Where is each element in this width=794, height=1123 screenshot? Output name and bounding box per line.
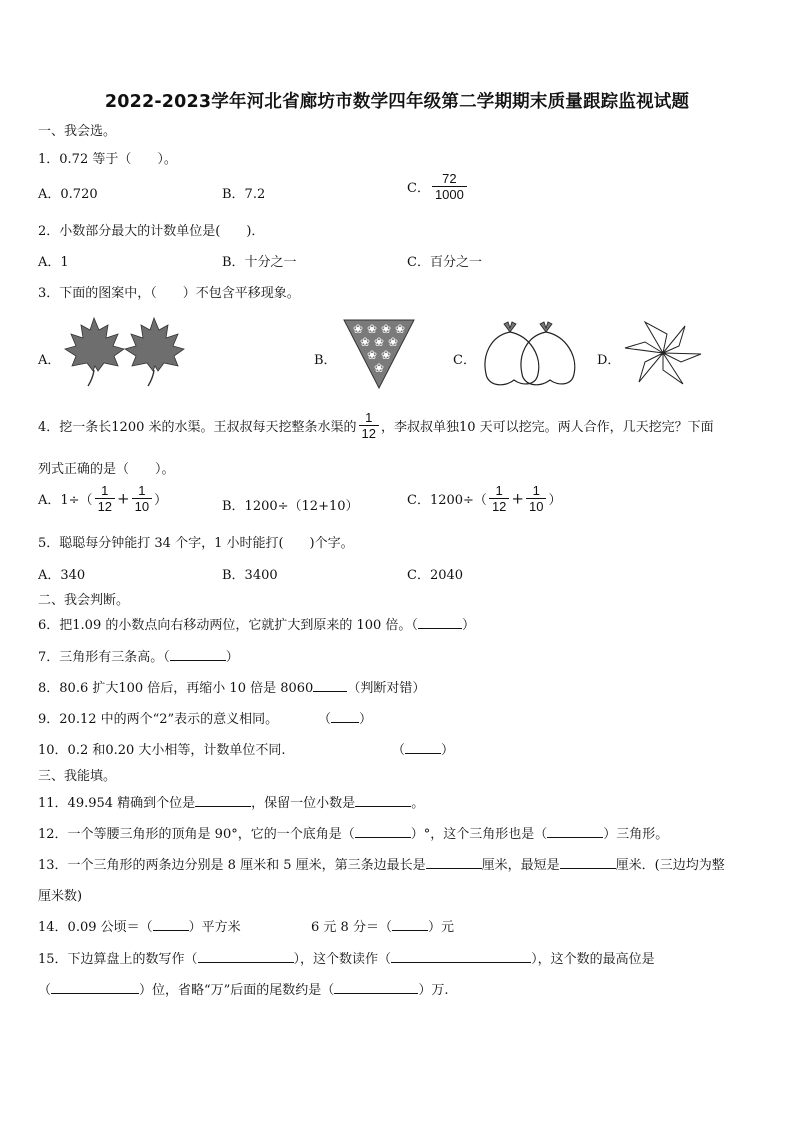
q6-close: ） xyxy=(461,618,475,633)
svg-text:❀: ❀ xyxy=(366,348,378,362)
fraction: $\frac{1}{10}$ xyxy=(526,483,546,514)
question-4-line2: 列式正确的是（ ）。 xyxy=(38,462,175,477)
q4-option-a[interactable] xyxy=(38,483,167,514)
q5-option-b[interactable]: B．3400 xyxy=(222,568,278,583)
q4-a-post: ） xyxy=(154,493,168,508)
q9-answer xyxy=(318,708,372,727)
question-15-line2 xyxy=(38,979,448,998)
fraction: $\frac{1}{12}$ xyxy=(359,410,379,441)
q10-open: （ xyxy=(392,743,406,758)
q11-text-2: ，保留一位小数是 xyxy=(251,796,356,811)
question-2: 2．小数部分最大的计数单位是( )． xyxy=(38,224,265,239)
q15-open: （ xyxy=(38,983,52,998)
q3-option-a[interactable]: A． xyxy=(38,353,61,368)
question-10: 10．0.2 和0.20 大小相等，计数单位不同. xyxy=(38,743,286,758)
svg-text:❀: ❀ xyxy=(373,361,385,375)
fraction: $\frac{1}{12}$ xyxy=(95,483,115,514)
question-3: 3．下面的图案中，（ ）不包含平移现象。 xyxy=(38,286,300,301)
question-13 xyxy=(38,854,725,873)
q2-option-b[interactable]: B．十分之一 xyxy=(222,255,297,270)
q12-text-3: ）三角形。 xyxy=(603,827,669,842)
question-15 xyxy=(38,948,655,967)
q1-option-b[interactable]: B．7.2 xyxy=(222,187,266,202)
q4-option-b[interactable]: B．1200÷（12+10） xyxy=(222,499,359,514)
question-14 xyxy=(38,916,241,935)
triangle-flowers-figure xyxy=(342,318,416,390)
q14-text-4: ）元 xyxy=(427,920,454,935)
q2-option-a[interactable]: A．1 xyxy=(38,255,69,270)
question-12 xyxy=(38,823,668,842)
answer-blank[interactable] xyxy=(355,794,411,807)
answer-blank[interactable] xyxy=(560,856,616,869)
question-7 xyxy=(38,646,239,665)
q8-note: （判断对错） xyxy=(347,681,426,696)
answer-blank[interactable] xyxy=(331,710,359,723)
q1-option-c[interactable] xyxy=(407,171,469,202)
q11-text-1: 11．49.954 精确到个位是 xyxy=(38,796,196,811)
q12-text-2: ）°，这个三角形也是（ xyxy=(410,827,548,842)
q10-answer xyxy=(392,739,454,758)
q3-option-b[interactable]: B． xyxy=(314,353,337,368)
q1-option-c-label: C． xyxy=(407,181,430,196)
answer-blank[interactable] xyxy=(426,856,482,869)
q4-stem-part2: ，李叔叔单独10 天可以挖完。两人合作，几天挖完？下面 xyxy=(380,420,714,435)
answer-blank[interactable] xyxy=(51,981,139,994)
answer-blank[interactable] xyxy=(392,918,428,931)
svg-text:❀: ❀ xyxy=(387,335,399,349)
svg-text:❀: ❀ xyxy=(380,348,392,362)
fraction: $\frac{1}{10}$ xyxy=(132,483,152,514)
svg-text:❀: ❀ xyxy=(380,322,392,336)
answer-blank[interactable] xyxy=(313,679,347,692)
svg-text:❀: ❀ xyxy=(366,322,378,336)
q15-text-5: ）万. xyxy=(418,983,449,998)
q7-close: ） xyxy=(225,650,239,665)
answer-blank[interactable] xyxy=(334,981,418,994)
q4-option-c[interactable] xyxy=(407,483,561,514)
svg-text:❀: ❀ xyxy=(394,322,406,336)
section-heading-3: 三、我能填。 xyxy=(38,769,117,784)
question-5: 5．聪聪每分钟能打 34 个字，1 小时能打( )个字。 xyxy=(38,536,354,551)
q13-text-3: 厘米．(三边均为整 xyxy=(615,858,725,873)
q4-stem-part1: 4．挖一条长1200 米的水渠。王叔叔每天挖整条水渠的 xyxy=(38,420,357,435)
q9-close: ） xyxy=(359,712,373,727)
q8-text: 8．80.6 扩大100 倍后，再缩小 10 倍是 8060 xyxy=(38,681,314,696)
q5-option-c[interactable]: C．2040 xyxy=(407,568,464,583)
question-1: 1．0.72 等于（ ）。 xyxy=(38,152,177,167)
hearts-figure xyxy=(480,316,580,392)
q9-open: （ xyxy=(318,712,332,727)
answer-blank[interactable] xyxy=(195,794,251,807)
q5-option-a[interactable]: A．340 xyxy=(38,568,86,583)
question-4 xyxy=(38,410,714,441)
svg-text:❀: ❀ xyxy=(359,335,371,349)
question-8 xyxy=(38,677,425,696)
q4-c-pre: C．1200÷（ xyxy=(407,493,487,508)
q13-text-1: 13．一个三角形的两条边分别是 8 厘米和 5 厘米，第三条边最长是 xyxy=(38,858,426,873)
q14-text-2: ）平方米 xyxy=(188,920,241,935)
q15-text-1: 15．下边算盘上的数写作（ xyxy=(38,952,198,967)
answer-blank[interactable] xyxy=(198,950,294,963)
q4-c-post: ） xyxy=(548,493,562,508)
answer-blank[interactable] xyxy=(405,741,441,754)
q4-a-pre: A．1÷（ xyxy=(38,493,93,508)
q15-text-4: ）位，省略“万”后面的尾数约是（ xyxy=(139,983,335,998)
answer-blank[interactable] xyxy=(170,648,226,661)
q13-text-2: 厘米，最短是 xyxy=(481,858,560,873)
q3-option-c[interactable]: C． xyxy=(453,353,476,368)
q1-option-a[interactable]: A．0.720 xyxy=(38,187,98,202)
q7-text: 7．三角形有三条高。（ xyxy=(38,650,170,665)
q14-text-1: 14．0.09 公顷＝（ xyxy=(38,920,153,935)
answer-blank[interactable] xyxy=(547,825,603,838)
question-11 xyxy=(38,792,424,811)
fraction: $\frac{1}{12}$ xyxy=(489,483,509,514)
section-heading-1: 一、我会选。 xyxy=(38,124,117,139)
q15-text-3: ），这个数的最高位是 xyxy=(531,952,655,967)
q11-text-3: 。 xyxy=(411,796,425,811)
plus-sign: + xyxy=(117,489,130,508)
q10-close: ） xyxy=(441,743,455,758)
section-heading-2: 二、我会判断。 xyxy=(38,593,130,608)
question-9: 9．20.12 中的两个“2”表示的意义相同。 xyxy=(38,712,279,727)
fraction: $\frac{72}{1000}$ xyxy=(432,171,467,202)
answer-blank[interactable] xyxy=(355,825,411,838)
svg-text:❀: ❀ xyxy=(352,322,364,336)
maple-leaves-figure xyxy=(62,316,190,388)
question-6 xyxy=(38,614,475,633)
answer-blank[interactable] xyxy=(418,616,462,629)
svg-text:❀: ❀ xyxy=(373,335,385,349)
q14-text-3: 6 元 8 分＝（ xyxy=(311,920,392,935)
q12-text-1: 12．一个等腰三角形的顶角是 90°，它的一个底角是（ xyxy=(38,827,355,842)
q2-option-c[interactable]: C．百分之一 xyxy=(407,255,482,270)
q15-text-2: ），这个数读作（ xyxy=(293,952,392,967)
q3-option-d[interactable]: D． xyxy=(597,353,621,368)
answer-blank[interactable] xyxy=(153,918,189,931)
answer-blank[interactable] xyxy=(391,950,531,963)
pinwheel-figure xyxy=(623,318,703,388)
plus-sign: + xyxy=(511,489,524,508)
question-13-line2: 厘米数) xyxy=(38,889,83,904)
q6-text: 6．把1.09 的小数点向右移动两位，它就扩大到原来的 100 倍。（ xyxy=(38,618,418,633)
page-title: 2022-2023学年河北省廊坊市数学四年级第二学期期末质量跟踪监视试题 xyxy=(104,92,690,112)
question-14-part2 xyxy=(311,916,454,935)
